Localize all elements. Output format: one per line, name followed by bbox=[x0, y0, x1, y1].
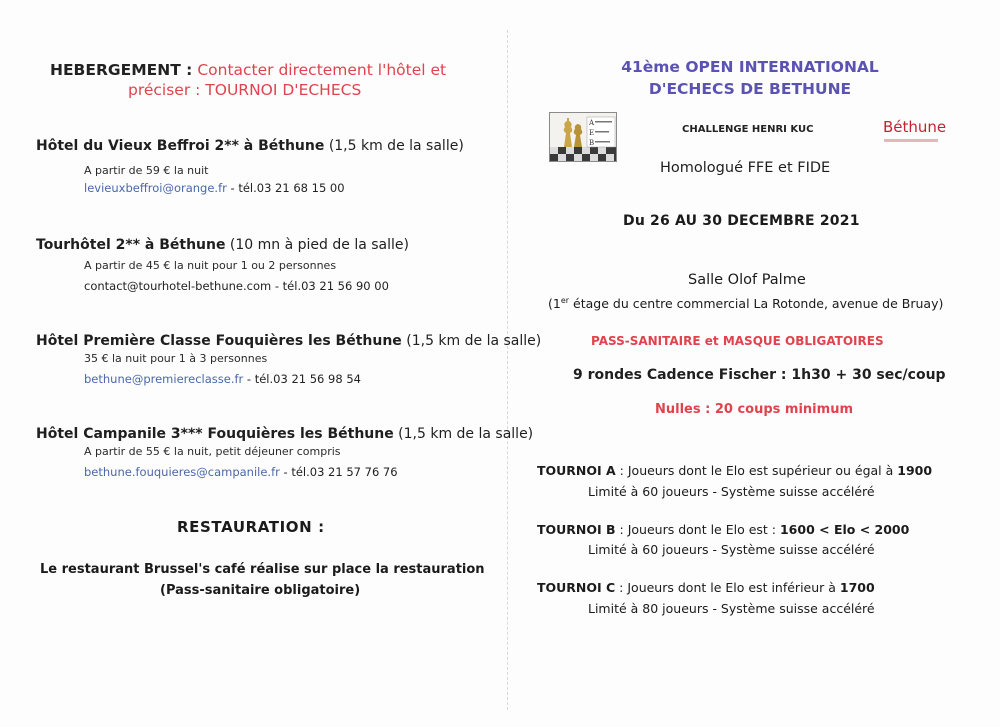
hotel-email-link[interactable]: contact@tourhotel-bethune.com bbox=[84, 279, 272, 293]
hotel-distance: (1,5 km de la salle) bbox=[406, 333, 542, 349]
hotel-entry-title bbox=[36, 237, 409, 253]
tournament-label: TOURNOI A bbox=[537, 463, 616, 478]
restauration-heading: RESTAURATION : bbox=[177, 518, 325, 536]
hotel-phone: - tél.03 21 68 15 00 bbox=[226, 181, 345, 195]
tournament-b-limit: Limité à 60 joueurs - Système suisse accéléré bbox=[588, 542, 875, 557]
tournament-desc: : Joueurs dont le Elo est supérieur ou égal à bbox=[615, 463, 898, 478]
hebergement-note-line1: Contacter directement l'hôtel et bbox=[197, 61, 447, 79]
tournament-b-description bbox=[537, 522, 909, 537]
event-title-line1: 41ème OPEN INTERNATIONAL bbox=[621, 58, 879, 76]
page-fold-divider bbox=[507, 30, 508, 710]
venue-address bbox=[548, 296, 943, 311]
hotel-phone: - tél.03 21 56 98 54 bbox=[243, 372, 361, 386]
hotel-name: Hôtel Première Classe Fouquières les Béthune bbox=[36, 333, 402, 349]
hotel-price: A partir de 59 € la nuit bbox=[84, 164, 209, 177]
hotel-entry-title bbox=[36, 333, 541, 349]
hotel-email-link[interactable]: bethune@premiereclasse.fr bbox=[84, 372, 244, 386]
hebergement-label: HEBERGEMENT : bbox=[50, 61, 193, 79]
hebergement-heading bbox=[50, 59, 446, 81]
venue-name: Salle Olof Palme bbox=[688, 272, 806, 288]
tournament-elo: 1700 bbox=[839, 580, 875, 595]
tournament-elo: 1600 < Elo < 2000 bbox=[779, 522, 910, 537]
tournament-elo: 1900 bbox=[897, 463, 933, 478]
hotel-distance: (1,5 km de la salle) bbox=[398, 426, 534, 442]
draws-rule: Nulles : 20 coups minimum bbox=[655, 402, 853, 417]
rounds-cadence: 9 rondes Cadence Fischer : 1h30 + 30 sec/coup bbox=[573, 367, 946, 383]
hotel-contact bbox=[84, 465, 398, 479]
club-letter-2: E bbox=[589, 129, 595, 137]
tournament-label: TOURNOI B bbox=[537, 522, 616, 537]
tournament-c-description bbox=[537, 580, 875, 595]
hotel-email-link[interactable]: levieuxbeffroi@orange.fr bbox=[84, 181, 227, 195]
tournament-a-description bbox=[537, 463, 932, 478]
chess-pieces-icon bbox=[550, 113, 616, 161]
tournament-a-limit: Limité à 60 joueurs - Système suisse accéléré bbox=[588, 484, 875, 499]
club-letter-1: A bbox=[589, 119, 595, 127]
hotel-email-link[interactable]: bethune.fouquieres@campanile.fr bbox=[84, 465, 280, 479]
hotel-price: 35 € la nuit pour 1 à 3 personnes bbox=[84, 352, 268, 365]
venue-address-superscript: er bbox=[560, 296, 570, 305]
hotel-entry-title bbox=[36, 138, 464, 154]
chess-club-logo bbox=[549, 112, 617, 162]
hotel-price: A partir de 55 € la nuit, petit déjeuner compris bbox=[84, 445, 341, 458]
challenge-name: CHALLENGE HENRI KUC bbox=[682, 124, 814, 135]
hotel-name: Tourhôtel 2** à Béthune bbox=[36, 237, 226, 253]
event-title-line2: D'ECHECS DE BETHUNE bbox=[648, 80, 852, 98]
hotel-entry-title bbox=[36, 426, 533, 442]
event-dates: Du 26 AU 30 DECEMBRE 2021 bbox=[623, 213, 860, 229]
restauration-pass-note: (Pass-sanitaire obligatoire) bbox=[160, 583, 361, 598]
hotel-distance: (10 mn à pied de la salle) bbox=[229, 237, 409, 253]
hebergement-note-line2: préciser : TOURNOI D'ECHECS bbox=[128, 81, 362, 99]
tournament-c-limit: Limité à 80 joueurs - Système suisse accéléré bbox=[588, 601, 875, 616]
tournament-label: TOURNOI C bbox=[537, 580, 616, 595]
hotel-contact bbox=[84, 181, 345, 195]
hotel-distance: (1,5 km de la salle) bbox=[328, 138, 464, 154]
tournament-desc: : Joueurs dont le Elo est inférieur à bbox=[615, 580, 840, 595]
venue-address-rest: étage du centre commercial La Rotonde, avenue de Bruay) bbox=[569, 296, 944, 312]
hotel-phone: - tél.03 21 57 76 76 bbox=[279, 465, 398, 479]
homologation-text: Homologué FFE et FIDE bbox=[660, 160, 831, 176]
venue-address-prefix: (1 bbox=[548, 296, 561, 312]
bethune-logo: Béthune bbox=[883, 118, 947, 136]
hotel-name: Hôtel du Vieux Beffroi 2** à Béthune bbox=[36, 138, 325, 154]
pass-sanitaire-notice: PASS-SANITAIRE et MASQUE OBLIGATOIRES bbox=[591, 334, 884, 348]
club-letter-3: B bbox=[589, 139, 595, 147]
tournament-desc: : Joueurs dont le Elo est : bbox=[615, 522, 780, 537]
hotel-contact bbox=[84, 279, 389, 293]
restauration-text: Le restaurant Brussel's café réalise sur place la restauration bbox=[40, 562, 485, 577]
bethune-logo-underline bbox=[884, 139, 938, 142]
hotel-contact bbox=[84, 372, 361, 386]
hotel-name: Hôtel Campanile 3*** Fouquières les Béthune bbox=[36, 426, 394, 442]
hotel-phone: - tél.03 21 56 90 00 bbox=[271, 279, 389, 293]
hotel-price: A partir de 45 € la nuit pour 1 ou 2 personnes bbox=[84, 259, 337, 272]
